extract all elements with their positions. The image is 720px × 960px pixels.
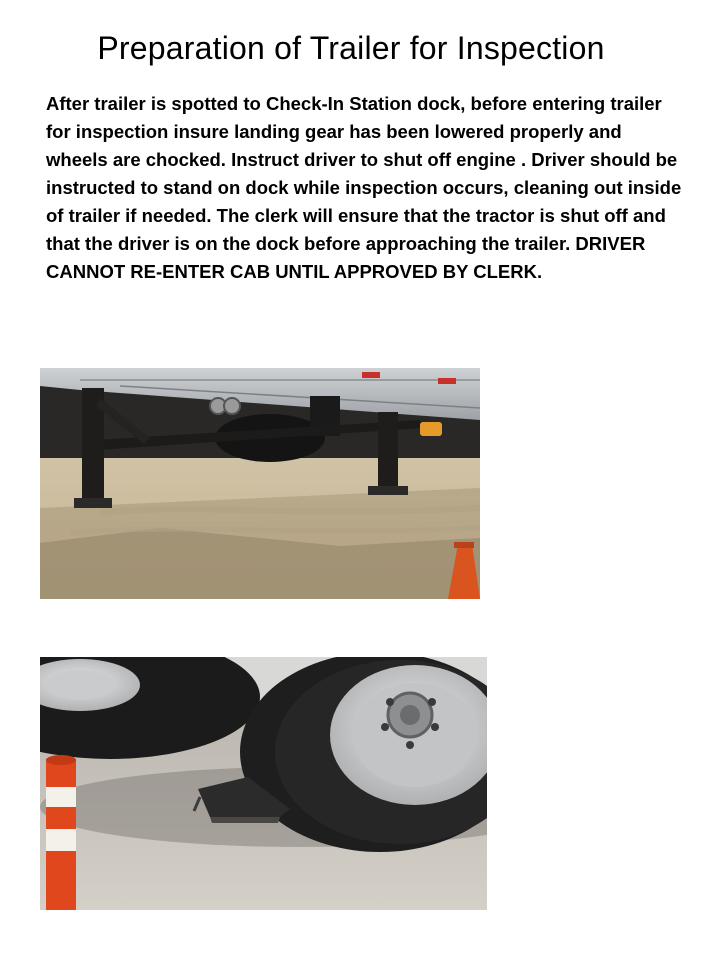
amber-light: [420, 422, 442, 436]
reflector-marker: [362, 372, 380, 378]
slide-title: Preparation of Trailer for Inspection: [97, 30, 605, 66]
tire-tracks: [100, 508, 480, 513]
reflector-marker: [438, 378, 456, 384]
landing-gear-leg: [378, 412, 398, 490]
wheel-chock-photo: [40, 657, 487, 910]
landing-gear-photo: [40, 368, 480, 599]
instruction-text: After trailer is spotted to Check-In Station dock, before entering trailer for inspection insure landing gear has been lowered properly and wheels are chocked. Instruct driver to shut off engine . Driver should be instructed to stand on dock while inspection occurs, cleaning out inside of trailer if needed. The clerk will ensure that the tractor is shut off and that the driver is on the dock before approaching the trailer. DRIVER CANNOT RE-ENTER CAB UNTIL APPROVED BY CLERK.: [46, 93, 682, 282]
